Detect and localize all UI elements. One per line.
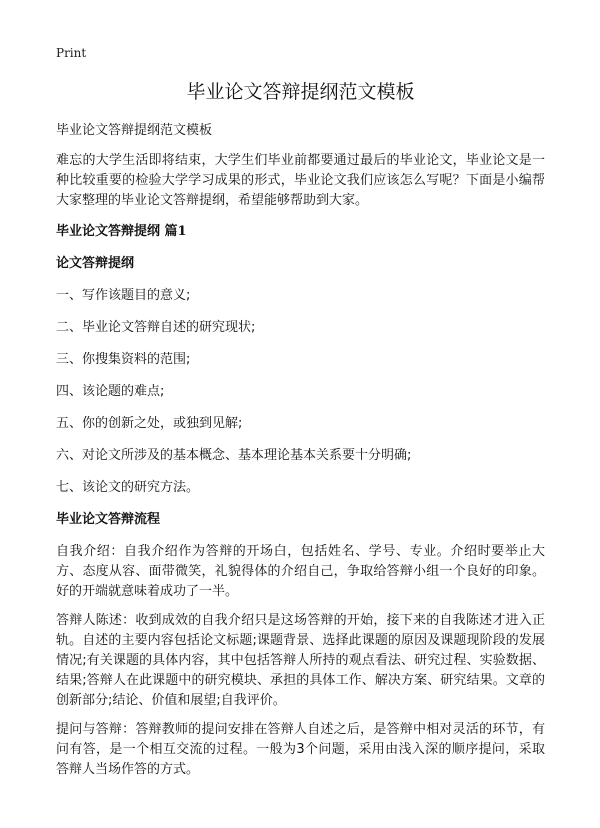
print-link[interactable]: Print bbox=[56, 46, 87, 60]
intro-paragraph: 难忘的大学生活即将结束，大学生们毕业前都要通过最后的毕业论文，毕业论文是一种比较重要的检验大学学习成果的形式，毕业论文我们应该怎么写呢？下面是小编帮大家整理的毕业论文答辩提纲，希望能够帮助到大家。 bbox=[56, 153, 545, 208]
outline-item: 七、该论文的研究方法。 bbox=[56, 480, 200, 495]
process-paragraph: 自我介绍：自我介绍作为答辩的开场白，包括姓名、学号、专业。介绍时要举止大方、态度从容、面带微笑，礼貌得体的介绍自己，争取给答辩小组一个良好的印象。好的开端就意味着成功了一半。 bbox=[56, 544, 545, 599]
outline-item: 六、对论文所涉及的基本概念、基本理论基本关系要十分明确; bbox=[56, 448, 412, 463]
outline-item: 三、你搜集资料的范围; bbox=[56, 352, 191, 367]
subsection-heading-outline: 论文答辩提纲 bbox=[56, 256, 135, 271]
section-heading-outline: 毕业论文答辩提纲 篇1 bbox=[56, 224, 187, 239]
outline-item: 四、该论题的难点; bbox=[56, 384, 165, 399]
process-paragraph: 提问与答辩：答辩教师的提问安排在答辩人自述之后，是答辩中相对灵活的环节，有问有答，是一个相互交流的过程。一般为3个问题，采用由浅入深的顺序提问，采取答辩人当场作答的方式。 bbox=[56, 722, 545, 777]
outline-item: 二、毕业论文答辩自述的研究现状; bbox=[56, 320, 256, 335]
section-heading-process: 毕业论文答辩流程 bbox=[56, 512, 161, 527]
process-paragraph: 答辩人陈述：收到成效的自我介绍只是这场答辩的开始，接下来的自我陈述才进入正轨。自述的主要内容包括论文标题;课题背景、选择此课题的原因及课题现阶段的发展情况;有关课题的具体内容，其中包括答辩人所持的观点看法、研究过程、实验数据、结果;答辩人在此课题中的研究模块、承担的具体工作、解决方案、研究结果。文章的创新部分;结论、价值和展望;自我评价。 bbox=[56, 613, 545, 708]
outline-item: 一、写作该题目的意义; bbox=[56, 288, 191, 303]
document-subtitle: 毕业论文答辩提纲范文模板 bbox=[56, 123, 213, 138]
outline-item: 五、你的创新之处，或独到见解; bbox=[56, 416, 243, 431]
document-title: 毕业论文答辩提纲范文模板 bbox=[186, 81, 415, 103]
document-body bbox=[56, 121, 545, 789]
